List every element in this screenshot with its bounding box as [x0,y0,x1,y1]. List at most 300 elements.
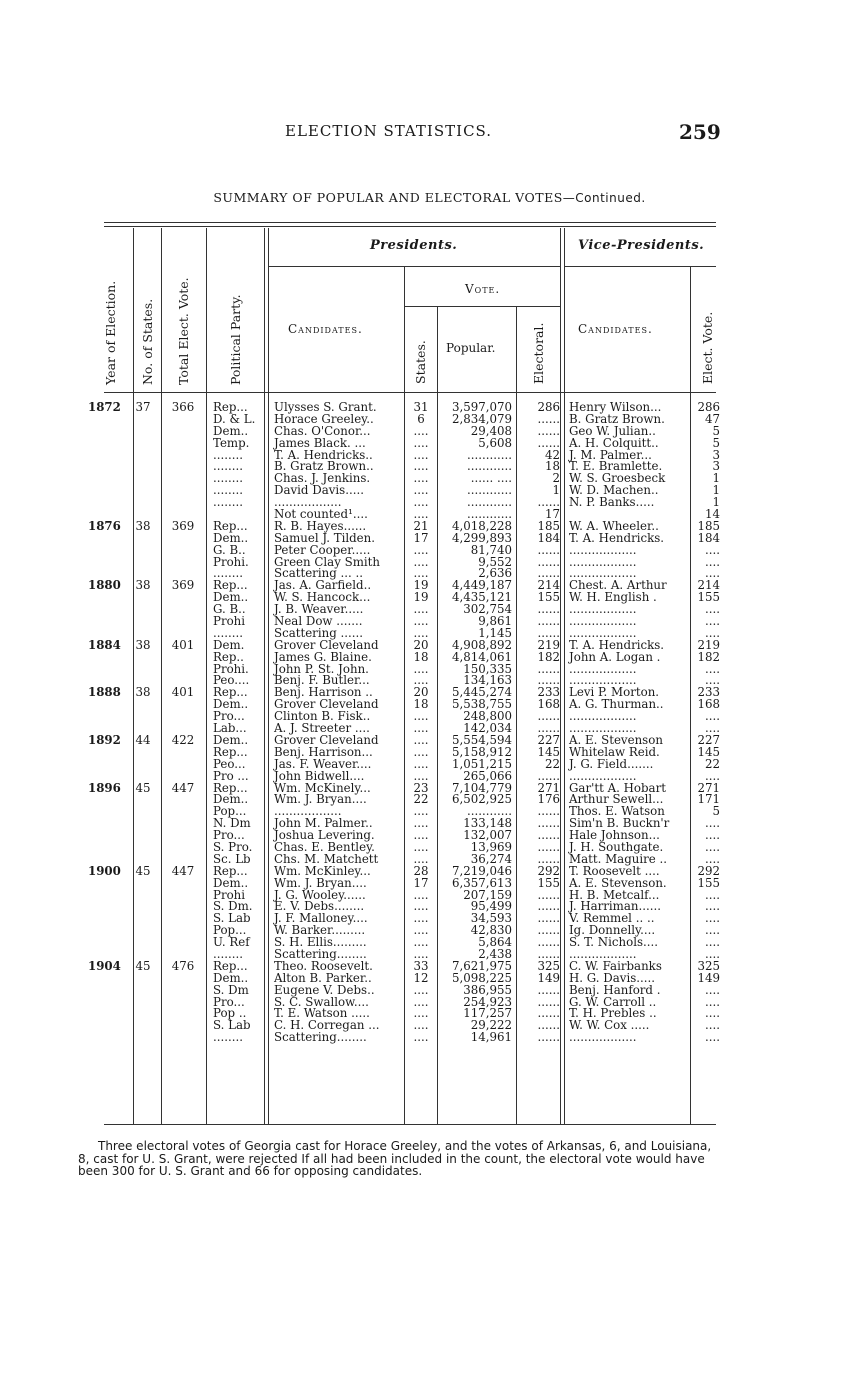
cell-vp-candidate: .................. [569,661,637,676]
cell-party: ........ [213,566,243,581]
cell-vp-electoral-vote: .... [705,911,720,926]
cell-vp-candidate: Henry Wilson... [569,400,662,414]
cell-vp-electoral-vote: .... [705,1018,720,1033]
cell-electoral-vote: ...... [537,828,560,843]
cell-electoral-vote: 219 [537,637,560,652]
cell-electoral-vote: 149 [537,970,560,985]
cell-popular-vote: 81,740 [470,542,512,557]
cell-states-won: .... [413,887,429,902]
cell-electoral-vote: ...... [537,946,560,961]
cell-candidate: Scattering........ [274,1030,367,1045]
cell-states-won: .... [413,495,429,510]
cell-electoral-vote: ...... [537,602,560,617]
cell-vp-electoral-vote: 1 [712,483,720,498]
cell-vp-electoral-vote: .... [705,851,720,866]
cell-popular-vote: 132,007 [463,828,512,843]
table-row [0,1032,859,1044]
table-row [0,794,859,806]
cell-vp-candidate: G. W. Carroll .. [569,994,657,1009]
cell-popular-vote: 150,335 [463,661,512,676]
table-row [0,937,859,949]
cell-vp-candidate: W. H. English . [569,590,657,605]
cell-party: Dem.. [213,732,249,747]
cell-electoral-vote: ...... [537,566,560,581]
cell-popular-vote: 14,961 [470,1030,512,1045]
table-row [0,913,859,925]
cell-party: S. Dm. [213,899,253,914]
cell-candidate: Wm. McKinely... [274,780,371,795]
cell-candidate: Grover Cleveland [274,697,379,712]
cell-popular-vote: 4,299,893 [451,530,512,545]
cell-vp-candidate: .................. [569,768,637,783]
cell-popular-vote: 2,834,079 [451,411,512,426]
cell-states-won: 19 [413,590,429,605]
cell-vp-candidate: W. S. Groesbeck [569,471,666,486]
table-row [0,604,859,616]
cell-vp-electoral-vote: 227 [697,732,720,747]
cell-total-elect-vote: 476 [171,958,195,973]
cell-vp-electoral-vote: .... [705,602,720,617]
cell-candidate: J. B. Weaver..... [274,602,364,617]
cell-vp-candidate: A. G. Thurman.. [569,697,664,712]
cell-vp-candidate: .................. [569,542,637,557]
cell-states-won: .... [413,625,429,640]
cell-candidate: Joshua Levering. [274,828,375,843]
table-row [0,402,859,414]
cell-electoral-vote: ...... [537,661,560,676]
cell-states-won: .... [413,744,429,759]
cell-year: 1884 [88,637,121,652]
table-row [0,711,859,723]
cell-vp-electoral-vote: 5 [712,804,720,819]
table-row [0,780,859,795]
table-row [0,435,859,450]
cell-candidate: C. H. Corregan ... [274,1018,380,1033]
cell-vp-electoral-vote: 47 [704,411,720,426]
cell-popular-vote: 29,222 [470,1018,512,1033]
cell-vp-electoral-vote: .... [705,816,720,831]
cell-vp-candidate: H. B. Metcalf... [569,887,660,902]
cell-popular-vote: 4,435,121 [451,590,512,605]
cell-electoral-vote: 1 [552,483,560,498]
table-row [0,994,859,1009]
cell-electoral-vote: ...... [537,839,560,854]
cell-states-won: 31 [413,400,429,414]
table-row [0,411,859,426]
cell-vp-electoral-vote: 155 [697,590,720,605]
cell-candidate: Alton B. Parker.. [274,970,372,985]
table-row [0,687,859,699]
cell-candidate: John P. St. John. [274,661,369,676]
header-vice-presidents: Vice-Presidents. [578,238,705,253]
cell-electoral-vote: 42 [544,447,560,462]
table-row [0,982,859,997]
cell-vp-electoral-vote: .... [705,709,720,724]
cell-vp-electoral-vote: 214 [697,578,720,593]
cell-party: ........ [213,1030,243,1045]
cell-states-won: .... [413,768,429,783]
cell-vp-electoral-vote: 3 [712,447,720,462]
header-electoral: Electoral. [531,322,546,384]
cell-electoral-vote: 233 [537,685,560,700]
cell-candidate: Wm. McKinley... [274,863,371,878]
cell-states-won: .... [413,423,429,438]
cell-electoral-vote: 2 [552,471,560,486]
cell-party: ........ [213,946,243,961]
cell-party: ........ [213,625,243,640]
cell-electoral-vote: 18 [544,459,560,474]
cell-vp-electoral-vote: .... [705,1006,720,1021]
cell-states: 38 [135,518,151,533]
cell-states-won: .... [413,483,429,498]
cell-year: 1876 [88,518,121,533]
cell-vp-candidate: N. P. Banks..... [569,495,655,510]
cell-candidate: Scattering........ [274,946,367,961]
table-row [0,946,859,961]
cell-popular-vote: 29,408 [470,423,512,438]
cell-vp-candidate: .................. [569,566,637,581]
cell-total-elect-vote: 369 [171,578,195,593]
table-row [0,723,859,735]
cell-popular-vote: 3,597,070 [451,400,512,414]
cell-states-won: .... [413,828,429,843]
cell-electoral-vote: 227 [537,732,560,747]
cell-states-won: .... [413,994,429,1009]
cell-vp-electoral-vote: 182 [697,649,720,664]
cell-electoral-vote: ...... [537,423,560,438]
cell-total-elect-vote: 447 [171,863,195,878]
cell-vp-electoral-vote: 168 [697,697,720,712]
cell-candidate: W. Barker......... [274,923,366,938]
table-row [0,958,859,973]
cell-candidate: Chas. E. Bentley. [274,839,375,854]
cell-candidate: Clinton B. Fisk.. [274,709,371,724]
cell-popular-vote: ............ [467,507,512,522]
cell-vp-electoral-vote: .... [705,661,720,676]
table-row [0,661,859,676]
cell-candidate: J. F. Malloney.... [274,911,368,926]
cell-states-won: 20 [413,637,429,652]
cell-popular-vote: 5,158,912 [451,744,512,759]
cell-popular-vote: 5,538,755 [451,697,512,712]
cell-electoral-vote: ...... [537,994,560,1009]
cell-candidate: R. B. Hayes...... [274,518,367,533]
cell-vp-electoral-vote: .... [705,994,720,1009]
table-row [0,756,859,771]
cell-states-won: 22 [413,792,429,807]
cell-popular-vote: 2,438 [478,946,512,961]
header-party: Political Party. [228,294,243,385]
cell-total-elect-vote: 369 [171,518,195,533]
cell-total-elect-vote: 401 [171,685,195,700]
cell-states-won: 18 [413,697,429,712]
cell-vp-candidate: V. Remmel .. .. [569,911,655,926]
cell-states-won: .... [413,982,429,997]
header-presidents: Presidents. [370,238,458,253]
table-row [0,530,859,545]
cell-popular-vote: 42,830 [470,923,512,938]
cell-party: Pro... [213,709,245,724]
cell-candidate: Wm. J. Bryan.... [274,875,367,890]
cell-party: Prohi. [213,661,249,676]
cell-vp-candidate: Whitelaw Reid. [569,744,660,759]
cell-electoral-vote: 168 [537,697,560,712]
cell-popular-vote: 4,449,187 [451,578,512,593]
cell-states-won: 17 [413,530,429,545]
cell-candidate: Neal Dow ....... [274,614,363,629]
cell-states-won: .... [413,447,429,462]
cell-party: ........ [213,447,243,462]
table-row [0,925,859,937]
cell-vp-electoral-vote: 292 [697,863,720,878]
cell-electoral-vote: ...... [537,709,560,724]
cell-party: S. Lab [213,911,251,926]
cell-vp-candidate: .................. [569,946,637,961]
cell-party: Pop... [213,804,247,819]
cell-states-won: .... [413,435,429,450]
cell-vp-electoral-vote: 149 [697,970,720,985]
cell-vp-candidate: J. H. Southgate. [569,839,664,854]
cell-states-won: 21 [413,518,429,533]
cell-party: ........ [213,483,243,498]
cell-party: Pro... [213,828,245,843]
table-row [0,568,859,580]
cell-states: 38 [135,685,151,700]
table-row [0,485,859,497]
cell-party: N. Dm [213,816,251,831]
cell-party: Prohi. [213,554,249,569]
cell-vp-candidate: T. A. Hendricks. [569,637,665,652]
cell-electoral-vote: ...... [537,1018,560,1033]
cell-popular-vote: 13,969 [470,839,512,854]
cell-vp-electoral-vote: .... [705,899,720,914]
cell-party: Pro ... [213,768,249,783]
cell-electoral-vote: ...... [537,899,560,914]
cell-popular-vote: 248,800 [463,709,512,724]
table-row [0,542,859,557]
cell-party: U. Ref [213,935,250,950]
cell-vp-candidate: .................. [569,554,637,569]
cell-popular-vote: 34,593 [470,911,512,926]
cell-candidate: James G. Blaine. [274,649,372,664]
table-row [0,554,859,569]
cell-year: 1872 [88,400,121,414]
header-vote: Vote. [465,282,501,296]
cell-party: Rep... [213,518,248,533]
table-row [0,768,859,783]
cell-states-won: .... [413,732,429,747]
cell-states-won: 28 [413,863,429,878]
cell-candidate: Scattering ...... [274,625,363,640]
cell-popular-vote: ...... .... [470,471,512,486]
cell-popular-vote: 134,163 [463,673,512,688]
cell-electoral-vote: ...... [537,411,560,426]
cell-popular-vote: 6,502,925 [451,792,512,807]
cell-candidate: Eugene V. Debs.. [274,982,375,997]
top-rule-inner [104,226,716,227]
cell-vp-candidate: A. H. Colquitt.. [569,435,659,450]
cell-electoral-vote: ...... [537,1006,560,1021]
cell-party: Rep... [213,780,248,795]
cell-popular-vote: 4,814,061 [451,649,512,664]
cell-total-elect-vote: 366 [171,400,195,414]
cell-candidate: Samuel J. Tilden. [274,530,376,545]
cell-party: Pop .. [213,1006,247,1021]
cell-vp-candidate: T. H. Prebles .. [569,1006,657,1021]
cell-popular-vote: 95,499 [470,899,512,914]
cell-popular-vote: 5,098,225 [451,970,512,985]
cell-popular-vote: 9,552 [478,554,512,569]
cell-states: 45 [135,958,151,973]
header-states: No. of States. [140,298,155,385]
cell-vp-electoral-vote: .... [705,923,720,938]
cell-candidate: Benj. Harrison... [274,744,373,759]
table-row [0,970,859,985]
cell-electoral-vote: ...... [537,614,560,629]
cell-popular-vote: 117,257 [463,1006,512,1021]
cell-party: Rep... [213,578,248,593]
cell-electoral-vote: ...... [537,625,560,640]
vice-presidents-underline [564,266,716,267]
cell-party: Prohi [213,887,246,902]
cell-electoral-vote: 286 [537,400,560,414]
cell-party: G. B.. [213,542,246,557]
table-row [0,616,859,628]
cell-total-elect-vote: 401 [171,637,195,652]
table-row [0,625,859,640]
table-row [0,649,859,664]
footnote: Three electoral votes of Georgia cast for Horace Greeley, and the votes of Arkansas, 6, and Louisiana, 8, cast for U. S. Grant, were rejected If all had been included in the count, the electoral vote would have been 300 for U. S. Grant and 66 for opposing candidates. [78,1139,712,1178]
cell-popular-vote: 302,754 [463,602,512,617]
cell-party: Dem.. [213,875,249,890]
cell-candidate: .................. [274,495,342,510]
cell-party: Dem. [213,637,245,652]
cell-candidate: Chas. O'Conor... [274,423,371,438]
cell-electoral-vote: 214 [537,578,560,593]
cell-electoral-vote: 155 [537,875,560,890]
cell-vp-candidate: .................. [569,614,637,629]
cell-states-won: 19 [413,578,429,593]
cell-states-won: .... [413,851,429,866]
cell-vp-candidate: Geo W. Julian.. [569,423,656,438]
cell-candidate: Not counted¹.... [274,507,368,522]
cell-popular-vote: 265,066 [463,768,512,783]
cell-vp-electoral-vote: .... [705,554,720,569]
table-row [0,1008,859,1020]
cell-year: 1896 [88,780,121,795]
cell-vp-candidate: Chest. A. Arthur [569,578,667,593]
cell-states-won: .... [413,459,429,474]
cell-states-won: 17 [413,875,429,890]
cell-vp-candidate: .................. [569,721,637,736]
cell-popular-vote: 6,357,613 [451,875,512,890]
table-row [0,675,859,687]
cell-total-elect-vote: 447 [171,780,195,795]
cell-states-won: .... [413,709,429,724]
cell-candidate: Wm. J. Bryan.... [274,792,367,807]
cell-states-won: 20 [413,685,429,700]
page-header [0,118,859,148]
cell-vp-electoral-vote: 155 [697,875,720,890]
cell-party: Dem.. [213,970,249,985]
cell-vp-electoral-vote: .... [705,566,720,581]
cell-popular-vote: 7,219,046 [451,863,512,878]
cell-popular-vote: ............ [467,459,512,474]
table-row [0,423,859,438]
cell-vp-electoral-vote: 145 [697,744,720,759]
cell-states-won: .... [413,804,429,819]
cell-vp-electoral-vote: 271 [697,780,720,795]
cell-party: Lab... [213,721,247,736]
cell-electoral-vote: 145 [537,744,560,759]
cell-vp-candidate: A. E. Stevenson [569,732,663,747]
cell-vp-electoral-vote: 185 [697,518,720,533]
cell-vp-electoral-vote: 5 [712,435,720,450]
table-row [0,806,859,818]
cell-total-elect-vote: 422 [171,732,195,747]
cell-vp-electoral-vote: .... [705,946,720,961]
cell-vp-electoral-vote: .... [705,673,720,688]
cell-vp-candidate: .................. [569,1030,637,1045]
cell-vp-electoral-vote: 22 [704,756,720,771]
cell-popular-vote: 7,104,779 [451,780,512,795]
cell-vp-electoral-vote: .... [705,887,720,902]
cell-party: Temp. [213,435,250,450]
cell-vp-candidate: B. Gratz Brown. [569,411,665,426]
cell-vp-candidate: Arthur Sewell... [569,792,664,807]
cell-party: D. & L. [213,411,256,426]
cell-candidate: Jas. A. Garfield.. [274,578,372,593]
header-states-vote: States. [413,340,428,384]
cell-states: 45 [135,863,151,878]
cell-electoral-vote: 155 [537,590,560,605]
vote-underline [404,306,560,307]
cell-states: 38 [135,578,151,593]
cell-popular-vote: 207,159 [463,887,512,902]
cell-party: G. B.. [213,602,246,617]
table-row [0,839,859,854]
table-title-suffix: —Continued. [562,191,646,205]
cell-popular-vote: ............ [467,447,512,462]
cell-vp-candidate: T. E. Bramlette. [569,459,663,474]
cell-vp-electoral-vote: .... [705,839,720,854]
cell-vp-candidate: Ig. Donnelly.... [569,923,656,938]
cell-vp-electoral-vote: .... [705,935,720,950]
cell-states-won: .... [413,1030,429,1045]
cell-candidate: A. J. Streeter .... [274,721,370,736]
cell-electoral-vote: 182 [537,649,560,664]
cell-year: 1904 [88,958,121,973]
cell-vp-candidate: .................. [569,625,637,640]
table-row [0,473,859,485]
cell-party: Dem.. [213,423,249,438]
table-row [0,580,859,592]
cell-popular-vote: 254,923 [463,994,512,1009]
cell-party: Dem.. [213,792,249,807]
header-year: Year of Election. [103,280,118,385]
cell-states-won: 23 [413,780,429,795]
cell-states-won: .... [413,661,429,676]
cell-electoral-vote: ...... [537,911,560,926]
header-vp-candidates: Candidates. [578,322,653,336]
cell-states: 44 [135,732,151,747]
cell-popular-vote: 1,051,215 [451,756,512,771]
cell-vp-candidate: T. Roosevelt .... [569,863,660,878]
cell-states-won: .... [413,816,429,831]
cell-party: ........ [213,459,243,474]
cell-vp-candidate: .................. [569,709,637,724]
cell-vp-candidate: W. W. Cox ..... [569,1018,650,1033]
